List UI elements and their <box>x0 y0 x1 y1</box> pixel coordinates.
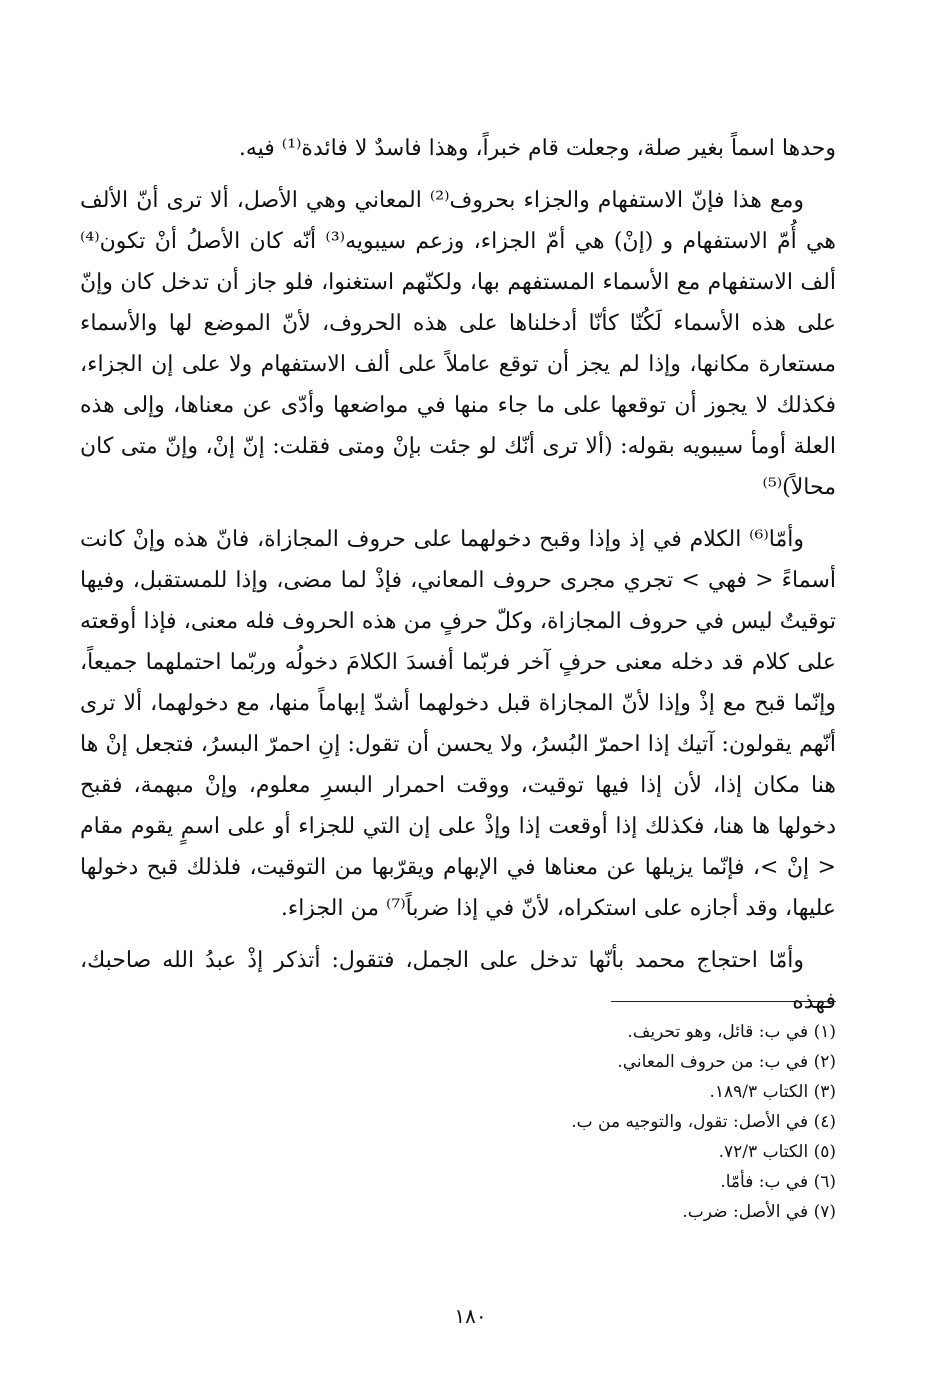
footnote-divider <box>611 1001 836 1002</box>
footnote-1: (١) في ب: قائل، وهو تحريف. <box>627 1022 836 1042</box>
footnote-7: (٧) في الأصل: ضرب. <box>682 1202 836 1222</box>
paragraph-istifham: ومع هذا فإنّ الاستفهام والجزاء بحروف⁽²⁾ المعاني وهي الأصل، ألا ترى أنّ الألف هي أُمّ الاستفهام و (إنْ) هي أمّ الجزاء، وزعم سيبويه⁽³⁾ أنّه كان الأصلُ أنْ تكون⁽⁴⁾ ألف الاستفهام مع الأسماء المستفهم بها، ولكنّهم استغنوا، فلو جاز أن تدخل كان وإنّ على هذه الأسماء لَكُنّا كأنّا أدخلناها على هذه الحروف، لأنّ الموضع لها والأسماء مستعارة مكانها، وإذا لم يجز أن توقع عاملاً على ألف الاستفهام ولا على إن الجزاء، فكذلك لا يجوز أن توقعها على ما جاء منها في مواضعها وأدّى عن معناها، وإلى هذه العلة أومأ سيبويه بقوله: (ألا ترى أنّك لو جئت بإنْ ومتى فقلت: إنّ إنْ، وإنّ متى كان محالاً)⁽⁵⁾ <box>80 188 836 500</box>
footnote-6: (٦) في ب: فأمّا. <box>720 1172 836 1192</box>
footnote-2: (٢) في ب: من حروف المعاني. <box>617 1052 836 1072</box>
main-text <box>80 128 836 1022</box>
footnote-5: (٥) الكتاب ٧٢/٣. <box>718 1142 836 1162</box>
footnotes-list <box>276 1017 836 1227</box>
paragraph-continuation: وحدها اسماً بغير صلة، وجعلت قام خبراً، وهذا فاسدٌ لا فائدة⁽¹⁾ فيه. <box>238 136 836 161</box>
page-number: ١٨٠ <box>454 1304 487 1328</box>
paragraph-idh-idha: وأمّا⁽⁶⁾ الكلام في إذ وإذا وقبح دخولهما على حروف المجازاة، فانّ هذه وإنْ كانت أسماءً < فهي > تجري مجرى حروف المعاني، فإذْ لما مضى، وإذا للمستقبل، وفيها توقيتٌ ليس في حروف المجازاة، وكلّ حرفٍ من هذه الحروف فله معنى، فإذا أوقعته على كلام قد دخله معنى حرفٍ آخر فربّما أفسدَ الكلامَ دخولُه وربّما احتملهما جميعاً، وإنّما قبح مع إذْ وإذا لأنّ المجازاة قبل دخولهما أشدّ إبهاماً منها، مع دخولهما، ألا ترى أنّهم يقولون: آتيك إذا احمرّ البُسرُ، ولا يحسن أن تقول: إنِ احمرّ البسرُ، فتجعل إنْ ها هنا مكان إذا، لأن إذا فيها توقيت، ووقت احمرار البسرِ معلوم، وإنْ مبهمة، فقبح دخولها ها هنا، فكذلك إذا أوقعت إذا وإذْ على إن التي للجزاء أو على اسمٍ يقوم مقام < إنْ >، فإنّما يزيلها عن معناها في الإبهام ويقرّبها من التوقيت، فلذلك قبح دخولها عليها، وقد أجازه على استكراه، لأنّ في إذا ضرباً⁽⁷⁾ من الجزاء. <box>80 527 836 921</box>
footnote-4: (٤) في الأصل: تقول، والتوجيه من ب. <box>571 1112 836 1132</box>
footnote-3: (٣) الكتاب ١٨٩/٣. <box>709 1082 836 1102</box>
paragraph-muhammad: وأمّا احتجاج محمد بأنّها تدخل على الجمل، فتقول: أتذكر إذْ عبدُ الله صاحبك، فهذه <box>80 948 836 1014</box>
